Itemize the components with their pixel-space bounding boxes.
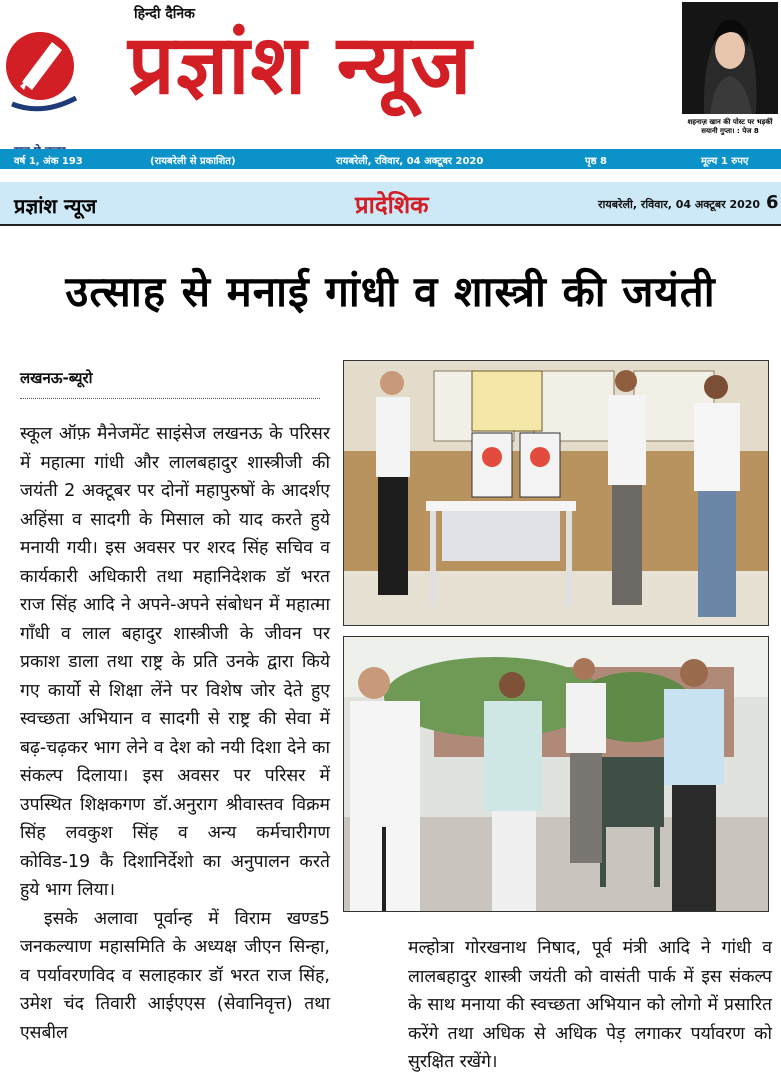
page-number: 6 [766,192,779,213]
article-paragraph: इसके अलावा पूर्वान्ह में विराम खण्ड5 जनकल्याण महासमिति के अध्यक्ष जीएन सिन्हा, व पर्यावरणविद व सलाहकार डॉ भरत राज सिंह, उमेश चंद तिवारी आईएएस (सेवानिवृत्त) तथा एसबील [20,908,330,1043]
issue-number: वर्ष 1, अंक 193 [14,156,83,167]
promo-caption: शहनाज़ खान की पोस्ट पर भड़कीं सयानी गुप्ता। : पेज 8 [687,118,773,135]
article-column-1 [20,420,330,1047]
price: मूल्य 1 रुपए [701,156,749,167]
place-date: रायबरेली, रविवार, 04 अक्टूबर 2020 [336,156,484,167]
article-dateline: लखनऊ-ब्यूरो [20,369,93,387]
promo-box[interactable] [682,2,778,144]
masthead [0,0,781,148]
newspaper-title: प्रज्ञांश न्यूज [128,18,473,113]
dateline-divider [20,398,320,399]
article-column-2 [408,934,772,1077]
section-date: रायबरेली, रविवार, 04 अक्टूबर 2020 [598,198,761,211]
section-brand: प्रज्ञांश न्यूज [14,194,97,218]
photo-outdoor-park[interactable] [343,636,769,912]
pen-nib-logo-icon [2,20,86,120]
section-name[interactable]: प्रादेशिक [355,191,429,219]
published-from: (रायबरेली से प्रकाशित) [150,156,236,167]
article-paragraph: स्कूल ऑफ़ मैनेजमेंट साइंसेज लखनऊ के परिसर में महात्मा गांधी और लालबहादुर शास्त्रीजी की जयंती 2 अक्टूबर पर दोनों महापुरुषों के आदर्शए अहिंसा व सादगी के मिसाल को याद करते हुये मनायी गयी। इस अवसर पर शरद सिंह सचिव व कार्यकारी अधिकारी तथा महानिदेशक डॉ भरत राज सिंह आदि ने अपने-अपने संबोधन में महात्मा गाँधी व लाल बहादुर शास्त्रीजी के जीवन पर प्रकाश डाला तथा राष्ट्र के प्रति उनके द्वारा किये गए कार्यो से शिक्षा लेंने पर विशेष जोर देते हुए स्वच्छता अभियान व सादगी से राष्ट्र की सेवा में बढ़-चढ़कर भाग लेने व देश को नयी दिशा देने का संकल्प दिलाया। इस अवसर पर परिसर में उपस्थित शिक्षकगण डॉ.अनुराग श्रीवास्तव विक्रम सिंह लवकुश सिंह व अन्य कर्मचारीगण कोविड-19 कै दिशानिर्देशो का अनुपालन करते हुये भाग लिया। [20,424,330,900]
article-paragraph: मल्होत्रा गोरखनाथ निषाद, पूर्व मंत्री आदि ने गांधी व लालबहादुर शास्त्री जयंती को वासंती पार्क में इस संकल्प के साथ मनाया की स्वच्छता अभियान को लोगो में प्रसारित करेंगे तथा अधिक से अधिक पेड़ लगाकर पर्यावरण को सुरक्षित रखेंगे। [408,938,772,1072]
newspaper-logo [2,20,86,140]
article-headline: उत्साह से मनाई गांधी व शास्त्री की जयंती [65,267,716,316]
promo-photo [682,2,778,114]
page-count: पृष्ठ 8 [585,156,608,167]
info-strip [0,149,781,169]
photo-indoor-tribute[interactable] [343,360,769,626]
section-header [0,182,781,226]
hindi-daily-label: हिन्दी दैनिक [134,6,195,22]
